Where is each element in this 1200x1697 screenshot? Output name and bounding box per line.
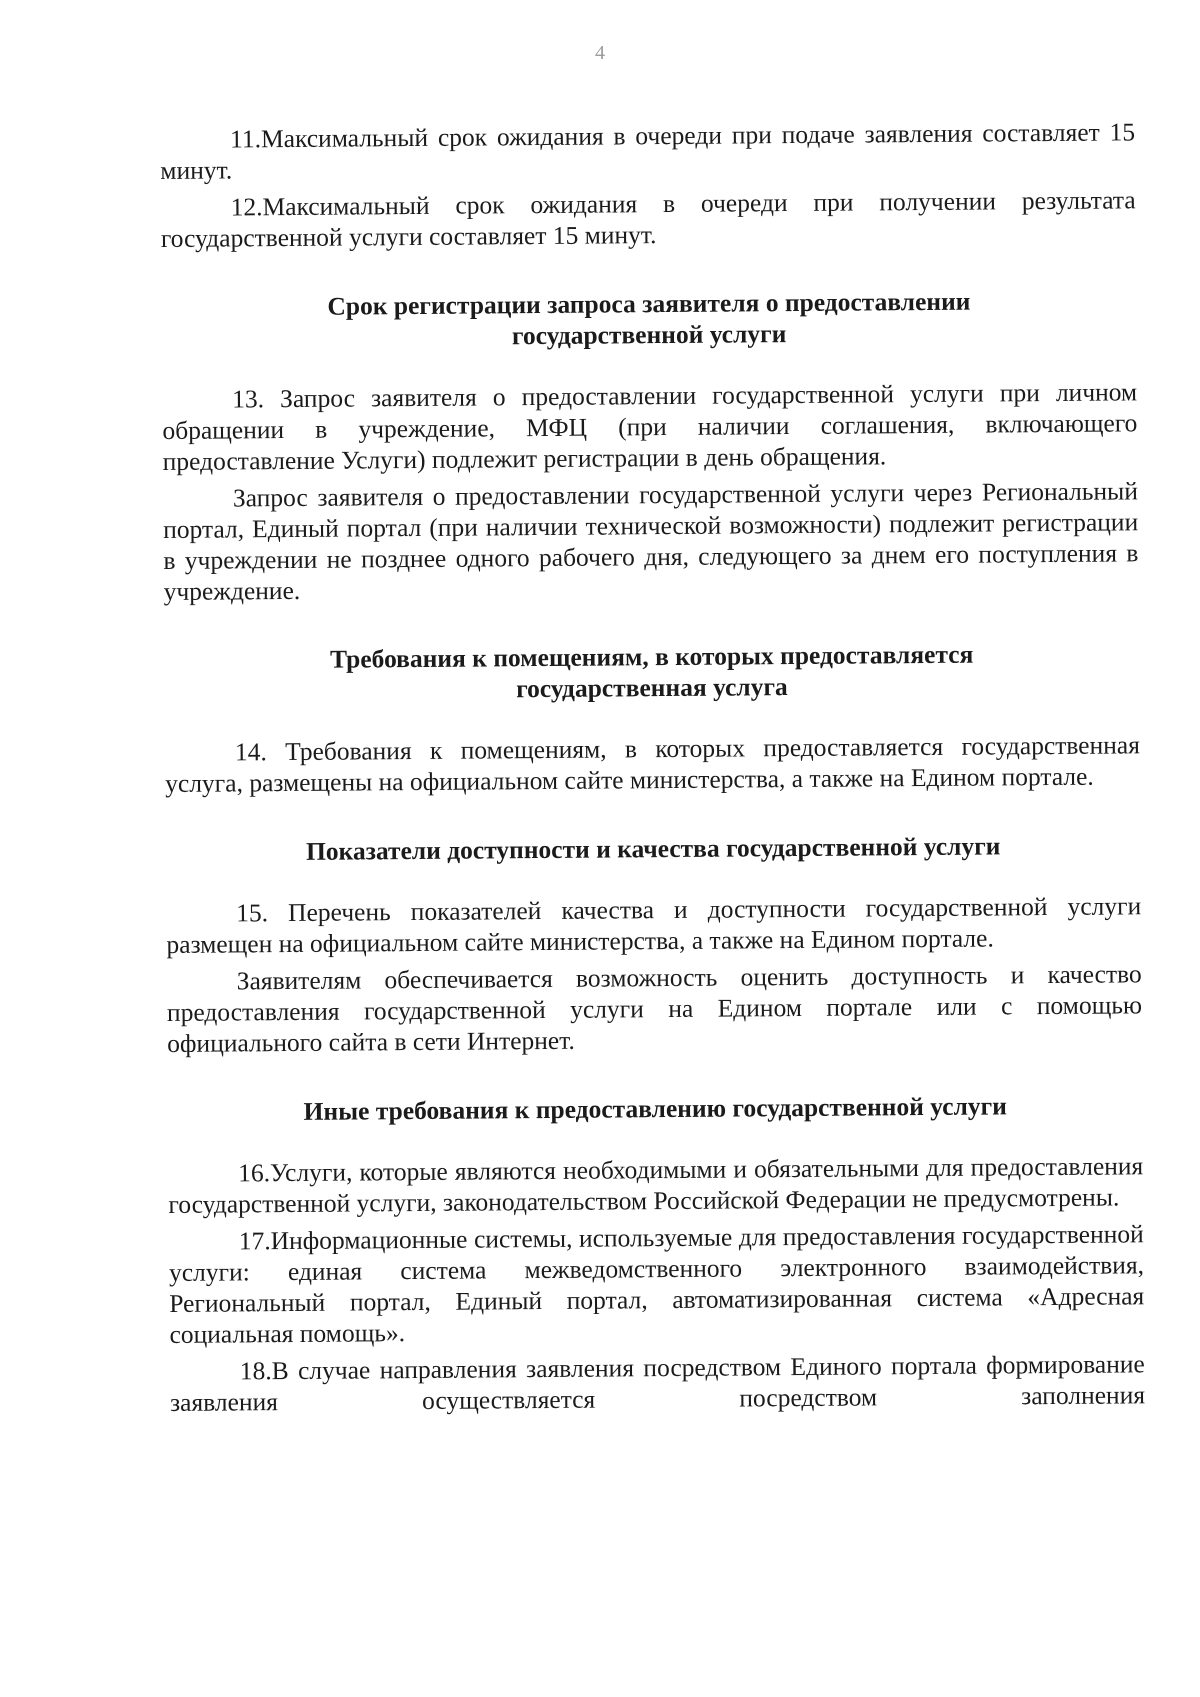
paragraph-16: 16.Услуги, которые являются необходимыми и обязательными для предоставления государственной услуги, законодательством Российской Федерации не предусмотрены. [168, 1151, 1144, 1219]
paragraph-14: 14. Требования к помещениям, в которых предоставляется государственная услуга, размещены на официальном сайте министерства, а также на Едином портале. [165, 730, 1141, 798]
paragraph-13-continued: Запрос заявителя о предоставлении государственной услуги через Региональный портал, Единый портал (при наличии технической возможности) подлежит регистрации в учреждении не позднее одного рабочего дня, следующего за днем его поступления в учреждение. [163, 476, 1139, 606]
paragraph-15-continued: Заявителям обеспечивается возможность оценить доступность и качество предоставления государственной услуги на Едином портале или с помощью официального сайта в сети Интернет. [166, 959, 1143, 1058]
section-heading-registration-line2: государственной услуги [511, 319, 787, 351]
section-heading-other-requirements: Иные требования к предоставлению государственной услуги [303, 1091, 1007, 1126]
section-heading-indicators: Показатели доступности и качества государственной услуги [305, 831, 1001, 866]
section-heading-premises-line1: Требования к помещениям, в которых предоставляется [329, 639, 974, 674]
paragraph-12: 12.Максимальный срок ожидания в очереди при получении результата государственной услуги составляет 15 минут. [160, 185, 1136, 253]
paragraph-11: 11.Максимальный срок ожидания в очереди при подаче заявления составляет 15 минут. [160, 117, 1136, 185]
section-heading-registration [161, 284, 1136, 354]
section-heading-registration-line1: Срок регистрации запроса заявителя о предоставлении [327, 286, 971, 321]
paragraph-15: 15. Перечень показателей качества и доступности государственной услуги размещен на официальном сайте министерства, а также на Едином портале. [166, 891, 1142, 959]
section-heading-premises-line2: государственная услуга [516, 672, 788, 704]
page-number: 4 [595, 42, 605, 64]
section-heading-premises [164, 637, 1139, 707]
paragraph-17: 17.Информационные системы, используемые для предоставления государственной услуги: единая система межведомственного электронного взаимодействия, Региональный портал, Единый портал, автоматизированная система «Адресная социальная помощь». [168, 1219, 1145, 1349]
document-body [160, 116, 1145, 1418]
paragraph-18: 18.В случае направления заявления посредством Единого портала формирование заявления осуществляется посредством заполнения [169, 1349, 1146, 1417]
paragraph-13: 13. Запрос заявителя о предоставлении государственной услуги при личном обращении в учреждение, МФЦ (при наличии соглашения, включающего предоставление Услуги) подлежит регистрации в день обращения. [162, 377, 1138, 476]
